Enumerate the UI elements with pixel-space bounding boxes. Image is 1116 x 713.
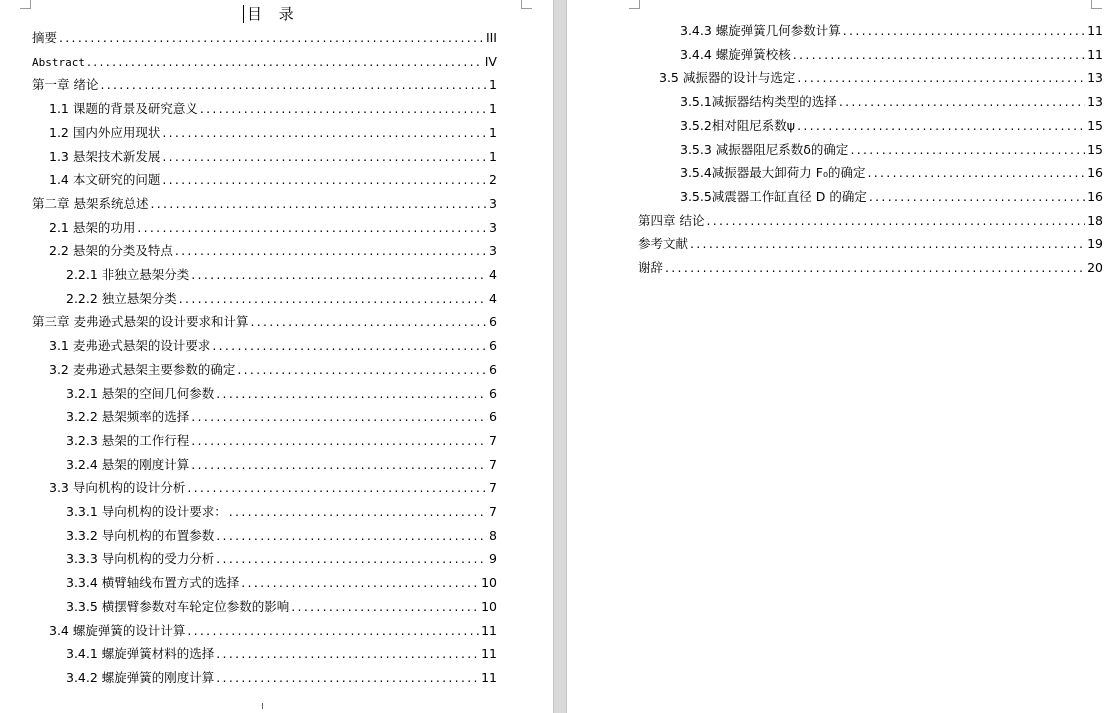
toc-entry[interactable] — [32, 73, 497, 97]
toc-entry-page-number: 4 — [489, 290, 497, 306]
toc-entry-label: 3.2.3 悬架的工作行程 — [66, 432, 190, 448]
toc-dot-leader — [216, 524, 487, 548]
toc-entry-page-number: 16 — [1087, 165, 1103, 181]
toc-dot-leader — [706, 209, 1085, 233]
toc-entry-label: 1.4 本文研究的问题 — [49, 172, 161, 188]
toc-entry-label: 3.2 麦弗逊式悬架主要参数的确定 — [49, 361, 236, 377]
toc-entry[interactable] — [680, 43, 1103, 67]
toc-entry-label: 2.1 悬架的功用 — [49, 219, 136, 235]
toc-entry-label: 3.5.2相对阻尼系数ψ — [680, 117, 796, 133]
toc-entry-page-number: 11 — [1087, 23, 1103, 38]
toc-entry[interactable] — [638, 209, 1103, 233]
page-margin-corner — [629, 0, 640, 9]
toc-entry[interactable] — [659, 66, 1103, 90]
toc-entry-page-number: 3 — [489, 195, 497, 211]
toc-entry-page-number: 7 — [489, 480, 497, 496]
toc-dot-leader — [843, 19, 1085, 43]
toc-entry-page-number: 1 — [489, 148, 497, 164]
toc-entry[interactable] — [680, 114, 1103, 138]
toc-entry-label: 第四章 结论 — [638, 212, 705, 228]
toc-entry-page-number: 7 — [489, 432, 497, 448]
toc-entry[interactable] — [66, 429, 497, 453]
page-margin-corner — [20, 0, 31, 9]
toc-entry[interactable] — [638, 232, 1103, 256]
toc-dot-leader — [179, 287, 487, 311]
toc-entry-page-number: 1 — [489, 124, 497, 140]
toc-dot-leader — [250, 310, 487, 334]
toc-entry-label: 3.1 麦弗逊式悬架的设计要求 — [49, 338, 211, 354]
toc-entry-page-number: 19 — [1087, 236, 1103, 252]
toc-entry[interactable] — [680, 161, 1103, 185]
toc-entry-label: 3.5 减振器的设计与选定 — [659, 70, 796, 86]
toc-entry[interactable] — [32, 310, 497, 334]
right-page — [567, 0, 1116, 713]
toc-dot-leader — [162, 168, 487, 192]
toc-entry-label: 第二章 悬架系统总述 — [32, 195, 149, 211]
toc-entry[interactable] — [49, 476, 497, 500]
toc-entry-label: 3.4.2 螺旋弹簧的刚度计算 — [66, 669, 215, 685]
toc-dot-leader — [200, 97, 487, 121]
toc-entry-label: 摘要 — [32, 30, 58, 45]
toc-entry[interactable] — [680, 138, 1103, 162]
toc-dot-leader — [187, 619, 479, 643]
toc-dot-leader — [839, 90, 1085, 114]
toc-entry-page-number: 15 — [1087, 141, 1103, 157]
toc-entry[interactable] — [680, 19, 1103, 43]
toc-dot-leader — [797, 114, 1085, 138]
toc-entry[interactable] — [66, 524, 497, 548]
toc-entry[interactable] — [49, 121, 497, 145]
toc-dot-leader — [241, 571, 479, 595]
toc-entry-page-number: 2 — [489, 172, 497, 188]
toc-entry-label: 3.3.3 导向机构的受力分析 — [66, 551, 215, 567]
toc-entry-label: 2.2.1 非独立悬架分类 — [66, 267, 190, 282]
toc-entry-label: 谢辞 — [638, 260, 664, 275]
toc-entry-label: 2.2.2 独立悬架分类 — [66, 290, 177, 306]
toc-entry-label: 3.2.1 悬架的空间几何参数 — [66, 385, 215, 401]
toc-entry-page-number: 6 — [489, 385, 497, 401]
toc-dot-leader — [187, 476, 487, 500]
toc-dot-leader — [850, 138, 1085, 162]
toc-entry-label: 3.3.5 横摆臂参数对车轮定位参数的影响 — [66, 598, 290, 614]
toc-entry-label: 3.5.3 减振器阻尼系数δ的确定 — [680, 141, 849, 157]
toc-entry-label: 参考文献 — [638, 236, 689, 252]
toc-dot-leader — [162, 145, 487, 169]
toc-dot-leader — [229, 500, 487, 524]
toc-entry-page-number: 6 — [489, 361, 497, 377]
toc-entry[interactable] — [66, 405, 497, 429]
toc-entry-label: 第一章 绪论 — [32, 77, 99, 93]
page-gap — [553, 0, 567, 713]
toc-entry[interactable] — [66, 547, 497, 571]
toc-dot-leader — [216, 642, 479, 666]
toc-dot-leader — [793, 43, 1085, 67]
page-margin-corner — [521, 0, 532, 9]
toc-dot-leader — [216, 382, 487, 406]
toc-dot-leader — [87, 50, 483, 74]
toc-dot-leader — [191, 405, 487, 429]
toc-entry[interactable] — [66, 666, 497, 690]
toc-entry[interactable] — [49, 216, 497, 240]
toc-entry-page-number: 16 — [1087, 188, 1103, 204]
toc-entry-page-number: 3 — [489, 219, 497, 235]
toc-entry[interactable] — [49, 145, 497, 169]
toc-entry-page-number: 7 — [489, 504, 497, 519]
toc-entry-label: 2.2 悬架的分类及特点 — [49, 243, 173, 259]
toc-entry-label: 3.5.5减震器工作缸直径 D 的确定 — [680, 188, 867, 204]
toc-entry-page-number: 18 — [1087, 212, 1103, 228]
toc-dot-leader — [191, 429, 487, 453]
toc-dot-leader — [797, 66, 1085, 90]
toc-entry[interactable] — [49, 358, 497, 382]
toc-dot-leader — [690, 232, 1085, 256]
toc-entry[interactable] — [66, 500, 497, 524]
toc-entry-label: 3.4.4 螺旋弹簧校核 — [680, 46, 791, 62]
toc-dot-leader — [100, 73, 487, 97]
toc-dot-leader — [237, 358, 487, 382]
toc-entry-label: 3.3.4 横臂轴线布置方式的选择 — [66, 575, 240, 591]
footer-marker — [262, 703, 263, 709]
toc-entry[interactable] — [32, 192, 497, 216]
toc-entry-label: 3.3.1 导向机构的设计要求： — [66, 504, 227, 519]
toc-entry-page-number: 10 — [481, 598, 497, 614]
toc-entry-page-number: 11 — [1087, 46, 1103, 62]
toc-entry-label: 3.4.1 螺旋弹簧材料的选择 — [66, 646, 215, 662]
toc-entry-page-number: 6 — [489, 409, 497, 425]
toc-entry-page-number: 13 — [1087, 94, 1103, 110]
toc-entry[interactable] — [66, 287, 497, 311]
toc-entry[interactable] — [66, 642, 497, 666]
toc-dot-leader — [59, 26, 484, 50]
toc-entry-page-number: 20 — [1087, 260, 1103, 275]
toc-entry-label: 3.4 螺旋弹簧的设计计算 — [49, 622, 186, 638]
toc-entry[interactable] — [66, 571, 497, 595]
toc-title: 目 录 — [243, 5, 300, 23]
toc-dot-leader — [150, 192, 487, 216]
toc-entry-page-number: 10 — [481, 575, 497, 591]
toc-dot-leader — [867, 161, 1085, 185]
toc-entry[interactable] — [66, 595, 497, 619]
toc-entry-label: 3.3 导向机构的设计分析 — [49, 480, 186, 496]
toc-entry-page-number: 1 — [489, 101, 497, 117]
toc-entry-label: 1.2 国内外应用现状 — [49, 124, 161, 140]
toc-entry-label: Abstract — [32, 55, 85, 69]
page-margin-corner — [1091, 0, 1102, 9]
toc-entry-page-number: 3 — [489, 243, 497, 259]
toc-entry-page-number: 13 — [1087, 70, 1103, 86]
toc-entry[interactable] — [66, 263, 497, 287]
toc-dot-leader — [175, 239, 487, 263]
toc-dot-leader — [869, 185, 1085, 209]
toc-entry[interactable] — [49, 97, 497, 121]
toc-dot-leader — [191, 263, 487, 287]
left-page — [0, 0, 553, 713]
toc-dot-leader — [216, 547, 487, 571]
toc-entry[interactable] — [49, 619, 497, 643]
toc-entry-label: 1.1 课题的背景及研究意义 — [49, 101, 198, 117]
toc-dot-leader — [665, 256, 1085, 280]
toc-entry[interactable] — [49, 168, 497, 192]
toc-entry-page-number: IV — [484, 53, 497, 69]
toc-entry-page-number: 7 — [489, 456, 497, 472]
toc-entry-label: 3.2.2 悬架频率的选择 — [66, 409, 190, 425]
toc-entry-page-number: 11 — [481, 622, 497, 638]
toc-entry-label: 3.4.3 螺旋弹簧几何参数计算 — [680, 23, 841, 38]
toc-entry-page-number: III — [485, 30, 497, 45]
toc-entry[interactable] — [66, 453, 497, 477]
toc-entry[interactable] — [32, 50, 497, 74]
toc-entry[interactable] — [32, 26, 497, 50]
toc-entry-page-number: 11 — [481, 669, 497, 685]
toc-entry-page-number: 9 — [489, 551, 497, 567]
toc-dot-leader — [216, 666, 479, 690]
toc-entry-page-number: 8 — [489, 527, 497, 543]
toc-dot-leader — [191, 453, 487, 477]
toc-entry-page-number: 15 — [1087, 117, 1103, 133]
toc-entry-label: 3.2.4 悬架的刚度计算 — [66, 456, 190, 472]
toc-entry-label: 3.5.4减振器最大卸荷力 F₀的确定 — [680, 165, 866, 181]
toc-entry-page-number: 6 — [489, 338, 497, 354]
toc-dot-leader — [137, 216, 487, 240]
toc-entry-label: 3.5.1减振器结构类型的选择 — [680, 94, 837, 110]
toc-entry-label: 第三章 麦弗逊式悬架的设计要求和计算 — [32, 314, 249, 330]
toc-entry-page-number: 6 — [489, 314, 497, 330]
toc-entry-label: 3.3.2 导向机构的布置参数 — [66, 527, 215, 543]
toc-dot-leader — [291, 595, 479, 619]
toc-entry[interactable] — [49, 334, 497, 358]
toc-entry-page-number: 11 — [481, 646, 497, 662]
toc-dot-leader — [212, 334, 487, 358]
toc-entry-page-number: 1 — [489, 77, 497, 93]
toc-entry-page-number: 4 — [489, 267, 497, 282]
toc-entry[interactable] — [638, 256, 1103, 280]
toc-dot-leader — [162, 121, 487, 145]
toc-entry[interactable] — [66, 382, 497, 406]
toc-entry[interactable] — [49, 239, 497, 263]
toc-entry[interactable] — [680, 185, 1103, 209]
toc-entry-label: 1.3 悬架技术新发展 — [49, 148, 161, 164]
toc-entry[interactable] — [680, 90, 1103, 114]
